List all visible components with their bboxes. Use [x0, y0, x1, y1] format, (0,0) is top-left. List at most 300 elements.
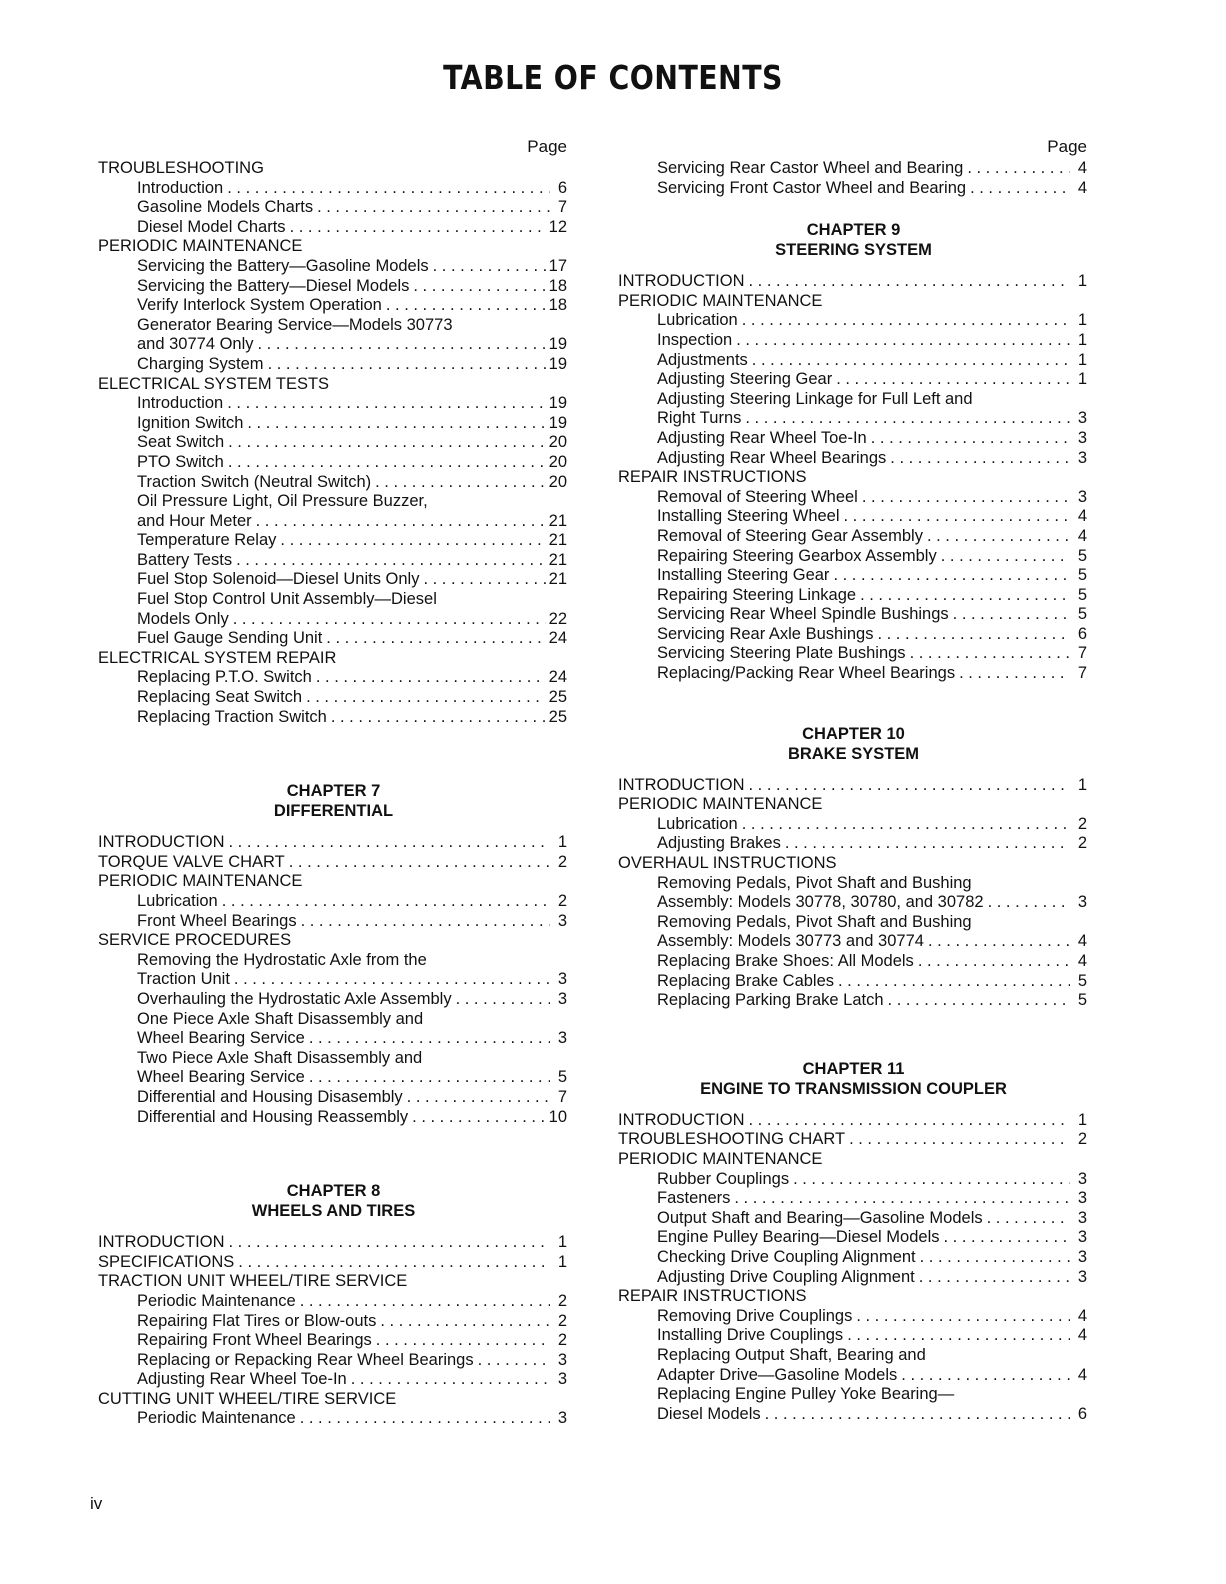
dot-leader [742, 311, 1070, 331]
toc-entry-label: Servicing the Battery—Diesel Models [137, 276, 410, 295]
toc-entry-label: PERIODIC MAINTENANCE [618, 291, 823, 310]
toc-entry[interactable] [616, 913, 1091, 933]
toc-entry-page: 19 [548, 413, 567, 432]
toc-entry-label: Fasteners [657, 1189, 731, 1208]
toc-entry[interactable] [96, 649, 571, 669]
toc-entry[interactable] [616, 429, 1091, 449]
toc-entry[interactable] [96, 355, 571, 375]
dot-leader [375, 473, 546, 493]
toc-entry[interactable] [616, 331, 1091, 351]
toc-entry-label: Right Turns [657, 409, 742, 428]
toc-entry[interactable] [616, 1130, 1091, 1150]
toc-entry-label: Adapter Drive—Gasoline Models [657, 1365, 898, 1384]
chapter-number: CHAPTER 7 [286, 782, 381, 801]
dot-leader [765, 1405, 1070, 1425]
dot-leader [316, 668, 546, 688]
toc-entry[interactable] [96, 1010, 571, 1030]
toc-entry[interactable] [616, 390, 1091, 410]
toc-entry-page: 3 [1077, 409, 1087, 428]
toc-entry[interactable] [616, 1346, 1091, 1366]
toc-entry-label: Wheel Bearing Service [137, 1068, 305, 1087]
toc-entry-page: 21 [548, 531, 567, 550]
dot-leader [856, 1307, 1070, 1327]
dot-leader [959, 664, 1070, 684]
toc-entry[interactable] [616, 625, 1091, 645]
toc-entry[interactable] [616, 874, 1091, 894]
toc-entry[interactable] [96, 668, 571, 688]
toc-entry-page: 3 [1077, 1169, 1087, 1188]
toc-entry-page: 7 [1077, 644, 1087, 663]
toc-entry[interactable] [96, 335, 571, 355]
toc-entry[interactable] [96, 1312, 571, 1332]
page-column-header: Page [527, 137, 567, 156]
dot-leader [734, 1189, 1070, 1209]
toc-entry-page: 1 [557, 1233, 567, 1252]
toc-entry-page: 1 [1077, 330, 1087, 349]
toc-entry-page: 18 [548, 276, 567, 295]
toc-entry[interactable] [96, 688, 571, 708]
dot-leader [849, 1130, 1070, 1150]
dot-leader [268, 355, 546, 375]
toc-entry-label: SPECIFICATIONS [98, 1252, 235, 1271]
toc-entry-page: 2 [557, 1331, 567, 1350]
toc-entry-label: Periodic Maintenance [137, 1409, 296, 1428]
toc-entry[interactable] [96, 970, 571, 990]
toc-entry[interactable] [96, 570, 571, 590]
toc-entry-label: CUTTING UNIT WHEEL/TIRE SERVICE [98, 1389, 397, 1408]
toc-entry-label: Diesel Model Charts [137, 217, 286, 236]
toc-entry-page: 3 [1077, 1247, 1087, 1266]
toc-entry[interactable] [96, 1253, 571, 1273]
toc-entry-page: 1 [557, 833, 567, 852]
toc-entry-page: 3 [557, 1029, 567, 1048]
toc-entry-page: 2 [1077, 834, 1087, 853]
toc-entry[interactable] [96, 1390, 571, 1410]
toc-entry[interactable] [616, 1111, 1091, 1131]
toc-entry-page: 3 [557, 970, 567, 989]
dot-leader [227, 179, 550, 199]
toc-entry-page: 4 [1077, 952, 1087, 970]
toc-entry-page: 1 [1077, 350, 1087, 369]
dot-leader [943, 1228, 1070, 1248]
toc-entry[interactable] [616, 776, 1091, 796]
toc-entry[interactable] [616, 179, 1091, 199]
toc-entry[interactable] [96, 1351, 571, 1371]
dot-leader [838, 972, 1070, 992]
toc-entry[interactable] [616, 1287, 1091, 1307]
toc-entry-label: Repairing Steering Gearbox Assembly [657, 546, 937, 565]
toc-entry-label: Lubrication [137, 892, 218, 910]
toc-entry[interactable] [616, 893, 1091, 913]
toc-entry-page: 7 [557, 1087, 567, 1106]
dot-leader [987, 1209, 1070, 1229]
toc-entry[interactable] [616, 468, 1091, 488]
toc-entry-label: Models Only [137, 609, 229, 628]
toc-entry-page: 19 [548, 394, 567, 413]
toc-entry[interactable] [96, 512, 571, 532]
toc-entry[interactable] [616, 1326, 1091, 1346]
toc-entry[interactable] [616, 1385, 1091, 1405]
toc-entry-page: 7 [1077, 664, 1087, 683]
toc-entry-label: Adjusting Rear Wheel Toe-In [137, 1370, 347, 1389]
toc-entry-page: 10 [548, 1107, 567, 1126]
toc-entry[interactable] [616, 159, 1091, 179]
dot-leader [280, 531, 545, 551]
toc-entry-label: Adjusting Drive Coupling Alignment [657, 1267, 915, 1286]
toc-entry[interactable] [616, 370, 1091, 390]
toc-entry[interactable] [96, 1049, 571, 1069]
toc-entry-label: OVERHAUL INSTRUCTIONS [618, 854, 837, 873]
toc-entry-label: Replacing Brake Shoes: All Models [657, 952, 914, 970]
toc-entry-label: Installing Steering Wheel [657, 507, 840, 526]
toc-entry[interactable] [616, 527, 1091, 547]
toc-entry[interactable] [616, 1268, 1091, 1288]
dot-leader [300, 1409, 550, 1429]
dot-leader [967, 159, 1070, 179]
toc-entry[interactable] [96, 1108, 571, 1128]
toc-entry-label: Engine Pulley Bearing—Diesel Models [657, 1228, 940, 1247]
toc-entry-page: 6 [557, 178, 567, 197]
toc-entry-label: Replacing Output Shaft, Bearing and [657, 1345, 926, 1364]
toc-entry[interactable] [96, 394, 571, 414]
toc-entry-page: 2 [1077, 1130, 1087, 1149]
toc-entry-label: Traction Switch (Neutral Switch) [137, 472, 372, 491]
toc-entry-page: 5 [1077, 991, 1087, 1010]
dot-leader [749, 1111, 1071, 1131]
toc-entry[interactable] [616, 952, 1091, 972]
dot-leader [742, 815, 1070, 835]
toc-entry[interactable] [96, 179, 571, 199]
toc-entry[interactable] [616, 272, 1091, 292]
dot-leader [860, 586, 1070, 606]
toc-entry-label: Repairing Steering Linkage [657, 585, 857, 604]
toc-entry-page: 3 [1077, 893, 1087, 912]
toc-entry-label: PERIODIC MAINTENANCE [618, 795, 823, 814]
toc-entry-label: ELECTRICAL SYSTEM REPAIR [98, 648, 337, 667]
toc-entry-label: Fuel Gauge Sending Unit [137, 629, 323, 648]
toc-entry[interactable] [96, 1272, 571, 1292]
toc-entry[interactable] [96, 316, 571, 336]
toc-entry-page: 12 [548, 217, 567, 236]
dot-leader [326, 629, 545, 649]
toc-entry-label: Front Wheel Bearings [137, 911, 297, 930]
toc-entry[interactable] [96, 277, 571, 297]
toc-entry-page: 17 [548, 256, 567, 275]
toc-entry-label: INTRODUCTION [618, 272, 745, 291]
toc-entry[interactable] [616, 605, 1091, 625]
toc-entry[interactable] [616, 292, 1091, 312]
toc-entry-page: 24 [548, 629, 567, 648]
toc-entry-page: 5 [1077, 566, 1087, 585]
toc-entry[interactable] [96, 473, 571, 493]
toc-entry-page: 1 [1077, 775, 1087, 794]
toc-entry[interactable] [616, 1307, 1091, 1327]
toc-entry-page: 20 [548, 472, 567, 491]
dot-leader [222, 892, 550, 912]
toc-entry[interactable] [616, 834, 1091, 854]
toc-entry[interactable] [96, 590, 571, 610]
dot-leader [877, 625, 1070, 645]
toc-entry[interactable] [616, 795, 1091, 815]
toc-entry-page: 2 [557, 852, 567, 871]
toc-entry[interactable] [96, 1409, 571, 1429]
toc-entry-label: Seat Switch [137, 433, 225, 452]
toc-entry[interactable] [96, 990, 571, 1010]
toc-entry-label: Adjusting Steering Linkage for Full Left and [657, 389, 973, 408]
toc-entry-page: 1 [557, 1252, 567, 1271]
dot-leader [953, 605, 1070, 625]
toc-entry-page: 3 [1077, 1189, 1087, 1208]
dot-leader [233, 610, 546, 630]
toc-entry-label: Repairing Front Wheel Bearings [137, 1331, 372, 1350]
dot-leader [847, 1326, 1070, 1346]
toc-entry[interactable] [616, 449, 1091, 469]
toc-entry[interactable] [616, 644, 1091, 664]
toc-entry[interactable] [616, 1189, 1091, 1209]
toc-entry[interactable] [616, 586, 1091, 606]
dot-leader [888, 991, 1070, 1011]
toc-entry[interactable] [616, 507, 1091, 527]
toc-entry-label: ELECTRICAL SYSTEM TESTS [98, 374, 330, 393]
toc-entry-page: 21 [548, 570, 567, 589]
toc-entry-label: Lubrication [657, 311, 738, 330]
toc-entry-label: Introduction [137, 178, 224, 197]
toc-entry-page: 5 [1077, 971, 1087, 990]
toc-entry-page: 2 [557, 1291, 567, 1310]
toc-entry[interactable] [616, 1170, 1091, 1190]
toc-entry-label: Removal of Steering Gear Assembly [657, 526, 923, 545]
dot-leader [749, 776, 1071, 796]
toc-entry-label: SERVICE PROCEDURES [98, 931, 292, 950]
toc-entry-page: 24 [548, 668, 567, 687]
toc-entry[interactable] [96, 237, 571, 257]
toc-entry[interactable] [96, 531, 571, 551]
toc-entry-page: 5 [1077, 546, 1087, 565]
dot-leader [423, 570, 545, 590]
toc-entry[interactable] [96, 833, 571, 853]
toc-entry-page: 3 [1077, 487, 1087, 506]
toc-entry-label: Traction Unit [137, 970, 230, 989]
toc-entry-page: 3 [1077, 1208, 1087, 1227]
toc-left-column [96, 137, 571, 1429]
toc-section [616, 724, 1091, 1011]
toc-entry-page: 6 [1077, 1404, 1087, 1423]
toc-entry-label: Output Shaft and Bearing—Gasoline Models [657, 1208, 983, 1227]
toc-section [96, 159, 571, 727]
toc-entry[interactable] [96, 433, 571, 453]
toc-entry[interactable] [96, 1068, 571, 1088]
dot-leader [862, 488, 1070, 508]
dot-leader [988, 893, 1070, 913]
dot-leader [289, 853, 550, 873]
toc-entry-label: Checking Drive Coupling Alignment [657, 1247, 916, 1266]
toc-entry[interactable] [96, 551, 571, 571]
toc-entry-label: Assembly: Models 30773 and 30774 [657, 932, 924, 951]
toc-entry[interactable] [616, 409, 1091, 429]
toc-section [96, 1181, 571, 1429]
toc-entry[interactable] [96, 375, 571, 395]
toc-entry-page: 2 [1077, 814, 1087, 833]
toc-entry[interactable] [96, 912, 571, 932]
toc-entry-label: Removal of Steering Wheel [657, 487, 858, 506]
toc-entry-label: Rubber Couplings [657, 1169, 790, 1188]
toc-entry[interactable] [616, 815, 1091, 835]
toc-entry[interactable] [96, 931, 571, 951]
toc-right-column [616, 137, 1091, 1424]
toc-entry-label: Wheel Bearing Service [137, 1029, 305, 1048]
toc-entry-label: Repairing Flat Tires or Blow-outs [137, 1311, 377, 1330]
page-column-header: Page [1047, 137, 1087, 156]
toc-entry[interactable] [616, 566, 1091, 586]
toc-entry-label: Fuel Stop Control Unit Assembly—Diesel [137, 590, 437, 609]
toc-entry[interactable] [616, 547, 1091, 567]
dot-leader [380, 1312, 550, 1332]
dot-leader [386, 296, 546, 316]
chapter-title: ENGINE TO TRANSMISSION COUPLER [700, 1079, 1007, 1098]
toc-entry-page: 5 [1077, 585, 1087, 604]
toc-entry-page: 4 [1077, 507, 1087, 526]
page-number: iv [90, 1494, 103, 1513]
toc-entry[interactable] [616, 1248, 1091, 1268]
chapter-number: CHAPTER 9 [806, 221, 901, 240]
toc-entry[interactable] [616, 664, 1091, 684]
dot-leader [920, 1248, 1070, 1268]
toc-entry[interactable] [616, 1405, 1091, 1425]
toc-entry[interactable] [96, 629, 571, 649]
dot-leader [247, 414, 545, 434]
toc-entry[interactable] [96, 951, 571, 971]
toc-entry[interactable] [96, 453, 571, 473]
toc-entry[interactable] [96, 296, 571, 316]
toc-entry[interactable] [616, 488, 1091, 508]
dot-leader [433, 257, 546, 277]
toc-entry-page: 19 [548, 354, 567, 373]
dot-leader [910, 644, 1070, 664]
toc-entry-label: Assembly: Models 30778, 30780, and 30782 [657, 893, 984, 912]
toc-entry-label: Introduction [137, 394, 224, 413]
toc-entry-label: TORQUE VALVE CHART [98, 852, 285, 871]
toc-entry-page: 4 [1077, 178, 1087, 197]
toc-entry-page: 1 [1077, 272, 1087, 291]
toc-entry-label: TROUBLESHOOTING CHART [618, 1130, 846, 1149]
toc-entry-label: Replacing Seat Switch [137, 688, 303, 707]
toc-entry[interactable] [616, 1209, 1091, 1229]
toc-entry-label: Fuel Stop Solenoid—Diesel Units Only [137, 570, 420, 589]
toc-entry[interactable] [96, 198, 571, 218]
dot-leader [844, 507, 1070, 527]
toc-entry-page: 25 [548, 688, 567, 707]
toc-entry-page: 3 [557, 911, 567, 930]
toc-entry-page: 2 [557, 892, 567, 910]
toc-entry-page: 7 [557, 198, 567, 217]
toc-entry-page: 2 [557, 1311, 567, 1330]
toc-entry-label: Overhauling the Hydrostatic Axle Assembly [137, 989, 452, 1008]
toc-entry[interactable] [616, 1228, 1091, 1248]
toc-entry[interactable] [96, 1233, 571, 1253]
toc-entry[interactable] [96, 1088, 571, 1108]
toc-entry-label: Replacing Parking Brake Latch [657, 991, 884, 1010]
toc-entry[interactable] [96, 257, 571, 277]
toc-entry-page: 22 [548, 609, 567, 628]
chapter-number: CHAPTER 10 [802, 724, 905, 743]
dot-leader [309, 1029, 550, 1049]
toc-entry-label: Adjusting Rear Wheel Bearings [657, 448, 887, 467]
dot-leader [407, 1088, 550, 1108]
toc-entry-label: Adjustments [657, 350, 748, 369]
toc-entry[interactable] [96, 1370, 571, 1390]
toc-entry[interactable] [96, 1029, 571, 1049]
dot-leader [918, 952, 1070, 972]
toc-entry[interactable] [616, 932, 1091, 952]
toc-entry-page: 20 [548, 433, 567, 452]
dot-leader [238, 1253, 550, 1273]
dot-leader [317, 198, 550, 218]
dot-leader [890, 449, 1070, 469]
dot-leader [376, 1331, 550, 1351]
toc-entry-label: REPAIR INSTRUCTIONS [618, 468, 807, 487]
toc-entry[interactable] [96, 492, 571, 512]
toc-entry-label: Ignition Switch [137, 413, 244, 432]
toc-entry-page: 3 [557, 1409, 567, 1428]
toc-entry-label: Replacing/Packing Rear Wheel Bearings [657, 664, 956, 683]
toc-entry[interactable] [96, 853, 571, 873]
toc-entry-page: 4 [1077, 1326, 1087, 1345]
toc-entry[interactable] [96, 218, 571, 238]
toc-entry-label: INTRODUCTION [98, 1233, 225, 1252]
toc-entry[interactable] [616, 351, 1091, 371]
toc-entry[interactable] [616, 972, 1091, 992]
dot-leader [227, 394, 545, 414]
dot-leader [928, 932, 1070, 952]
toc-entry[interactable] [616, 311, 1091, 331]
toc-entry-label: Adjusting Steering Gear [657, 370, 833, 389]
dot-leader [413, 277, 545, 297]
toc-entry[interactable] [616, 1366, 1091, 1386]
toc-entry-page: 4 [1077, 159, 1087, 177]
toc-entry-page: 4 [1077, 1365, 1087, 1384]
toc-entry-page: 3 [1077, 428, 1087, 447]
dot-leader [736, 331, 1070, 351]
toc-entry[interactable] [96, 610, 571, 630]
dot-leader [901, 1366, 1070, 1386]
toc-entry-label: PERIODIC MAINTENANCE [98, 237, 303, 256]
toc-entry[interactable] [96, 708, 571, 728]
toc-section [616, 159, 1091, 198]
dot-leader [229, 1233, 551, 1253]
toc-entry[interactable] [96, 1292, 571, 1312]
dot-leader [256, 512, 546, 532]
dot-leader [306, 688, 546, 708]
toc-entry-label: and Hour Meter [137, 511, 252, 530]
toc-entry-page: 6 [1077, 624, 1087, 643]
chapter-number: CHAPTER 11 [802, 1059, 905, 1078]
dot-leader [228, 453, 546, 473]
dot-leader [941, 547, 1070, 567]
toc-entry-page: 19 [548, 335, 567, 354]
toc-entry[interactable] [616, 991, 1091, 1011]
chapter-title: STEERING SYSTEM [775, 241, 932, 260]
toc-entry[interactable] [96, 892, 571, 912]
toc-entry-label: PTO Switch [137, 452, 224, 471]
toc-entry[interactable] [616, 1150, 1091, 1170]
toc-entry-label: Servicing Rear Castor Wheel and Bearing [657, 159, 964, 177]
toc-entry[interactable] [96, 872, 571, 892]
toc-entry[interactable] [96, 1331, 571, 1351]
toc-entry[interactable] [96, 414, 571, 434]
toc-entry[interactable] [616, 854, 1091, 874]
toc-entry-label: INTRODUCTION [618, 775, 745, 794]
toc-entry[interactable] [96, 159, 571, 179]
